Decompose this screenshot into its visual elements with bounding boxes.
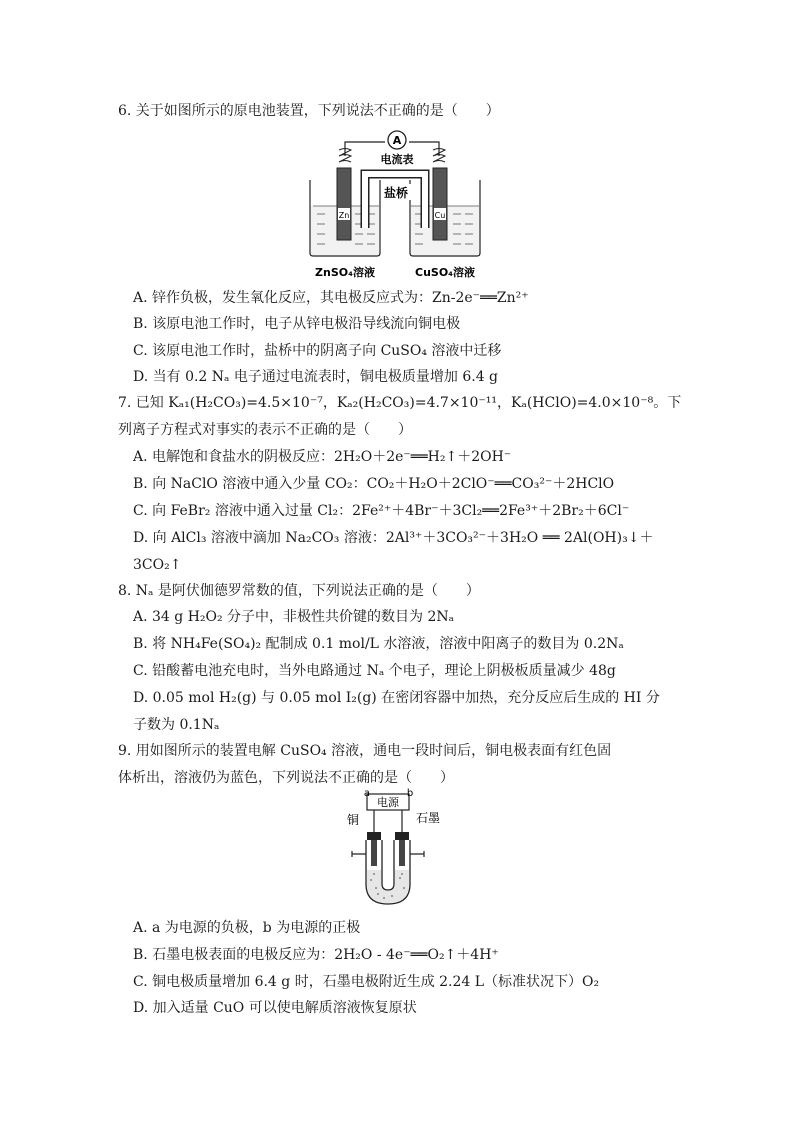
q8-stem: 8. Nₐ 是阿伏伽德罗常数的值，下列说法正确的是（ ） — [118, 583, 480, 599]
q7-option-b: B. 向 NaClO 溶液中通入少量 CO₂：CO₂＋H₂O＋2ClO⁻══CO₃²⁻＋2HClO — [133, 476, 615, 492]
q7-option-c: C. 向 FeBr₂ 溶液中通入过量 Cl₂：2Fe²⁺＋4Br⁻＋3Cl₂══2Fe³⁺＋2Br₂＋6Cl⁻ — [133, 503, 630, 519]
q6-option-b: B. 该原电池工作时，电子从锌电极沿导线流向铜电极 — [133, 316, 461, 332]
q7-stem-line1: 7. 已知 Kₐ₁(H₂CO₃)=4.5×10⁻⁷，Kₐ₂(H₂CO₃)=4.7×10⁻¹¹，Kₐ(HClO)=4.0×10⁻⁸。下 — [118, 395, 682, 411]
zn-electrode — [337, 168, 351, 240]
q6-option-d: D. 当有 0.2 Nₐ 电子通过电流表时，铜电极质量增加 6.4 g — [133, 369, 499, 385]
power-source-label: 电源 — [377, 796, 399, 809]
q9-stem-line1: 9. 用如图所示的装置电解 CuSO₄ 溶液，通电一段时间后，铜电极表面有红色固 — [118, 743, 612, 759]
znso4-label: ZnSO₄溶液 — [315, 266, 375, 279]
terminal-a-label: a — [363, 788, 371, 799]
graphite-electrode-label: 石墨 — [415, 811, 441, 825]
q8-option-d-line1: D. 0.05 mol H₂(g) 与 0.05 mol I₂(g) 在密闭容器中加热，充分反应后生成的 HI 分 — [133, 690, 660, 706]
q9-option-d: D. 加入适量 CuO 可以使电解质溶液恢复原状 — [133, 1000, 417, 1016]
q6-option-c: C. 该原电池工作时，盐桥中的阴离子向 CuSO₄ 溶液中迁移 — [133, 343, 502, 359]
q8-option-c: C. 铅酸蓄电池充电时，当外电路通过 Nₐ 个电子，理论上阴极板质量减少 48g — [133, 663, 616, 679]
q8-option-d-line2: 子数为 0.1Nₐ — [133, 717, 220, 733]
q9-option-b: B. 石墨电极表面的电极反应为：2H₂O - 4e⁻══O₂↑＋4H⁺ — [133, 947, 499, 963]
electrolysis-figure — [338, 788, 448, 908]
ammeter-label: 电流表 — [380, 153, 414, 166]
salt-bridge-label: 盐桥 — [383, 186, 409, 200]
q7-option-d-line2: 3CO₂↑ — [133, 557, 182, 573]
q8-option-b: B. 将 NH₄Fe(SO₄)₂ 配制成 0.1 mol/L 水溶液，溶液中阳离子的数目为 0.2Nₐ — [133, 636, 624, 652]
zn-label: Zn — [338, 211, 350, 220]
q8-option-a: A. 34 g H₂O₂ 分子中，非极性共价键的数目为 2Nₐ — [133, 609, 455, 625]
cuso4-label: CuSO₄溶液 — [415, 266, 475, 279]
graphite-electrode — [399, 840, 405, 866]
q9-option-a: A. a 为电源的负极，b 为电源的正极 — [133, 920, 361, 936]
q7-option-d-line1: D. 向 AlCl₃ 溶液中滴加 Na₂CO₃ 溶液：2Al³⁺＋3CO₃²⁻＋3H₂O ══ 2Al(OH)₃↓＋ — [133, 530, 654, 546]
q9-option-c: C. 铜电极质量增加 6.4 g 时，石墨电极附近生成 2.24 L（标准状况下）O₂ — [133, 974, 600, 990]
ammeter-symbol: A — [392, 134, 402, 147]
q6-option-a: A. 锌作负极，发生氧化反应，其电极反应式为：Zn-2e⁻══Zn²⁺ — [133, 290, 529, 306]
galvanic-cell-figure — [305, 128, 495, 283]
cu-label: Cu — [434, 211, 446, 220]
q7-stem-line2: 列离子方程式对事实的表示不正确的是（ ） — [118, 422, 412, 438]
q7-option-a: A. 电解饱和食盐水的阴极反应：2H₂O＋2e⁻══H₂↑＋2OH⁻ — [133, 449, 512, 465]
copper-electrode-label: 铜 — [346, 813, 360, 827]
terminal-b-label: b — [406, 788, 414, 799]
copper-electrode — [371, 840, 377, 866]
cu-electrode — [433, 168, 447, 240]
q9-stem-line2: 体析出，溶液仍为蓝色，下列说法不正确的是（ ） — [118, 770, 454, 786]
q6-stem: 6. 关于如图所示的原电池装置，下列说法不正确的是（ ） — [118, 103, 500, 119]
